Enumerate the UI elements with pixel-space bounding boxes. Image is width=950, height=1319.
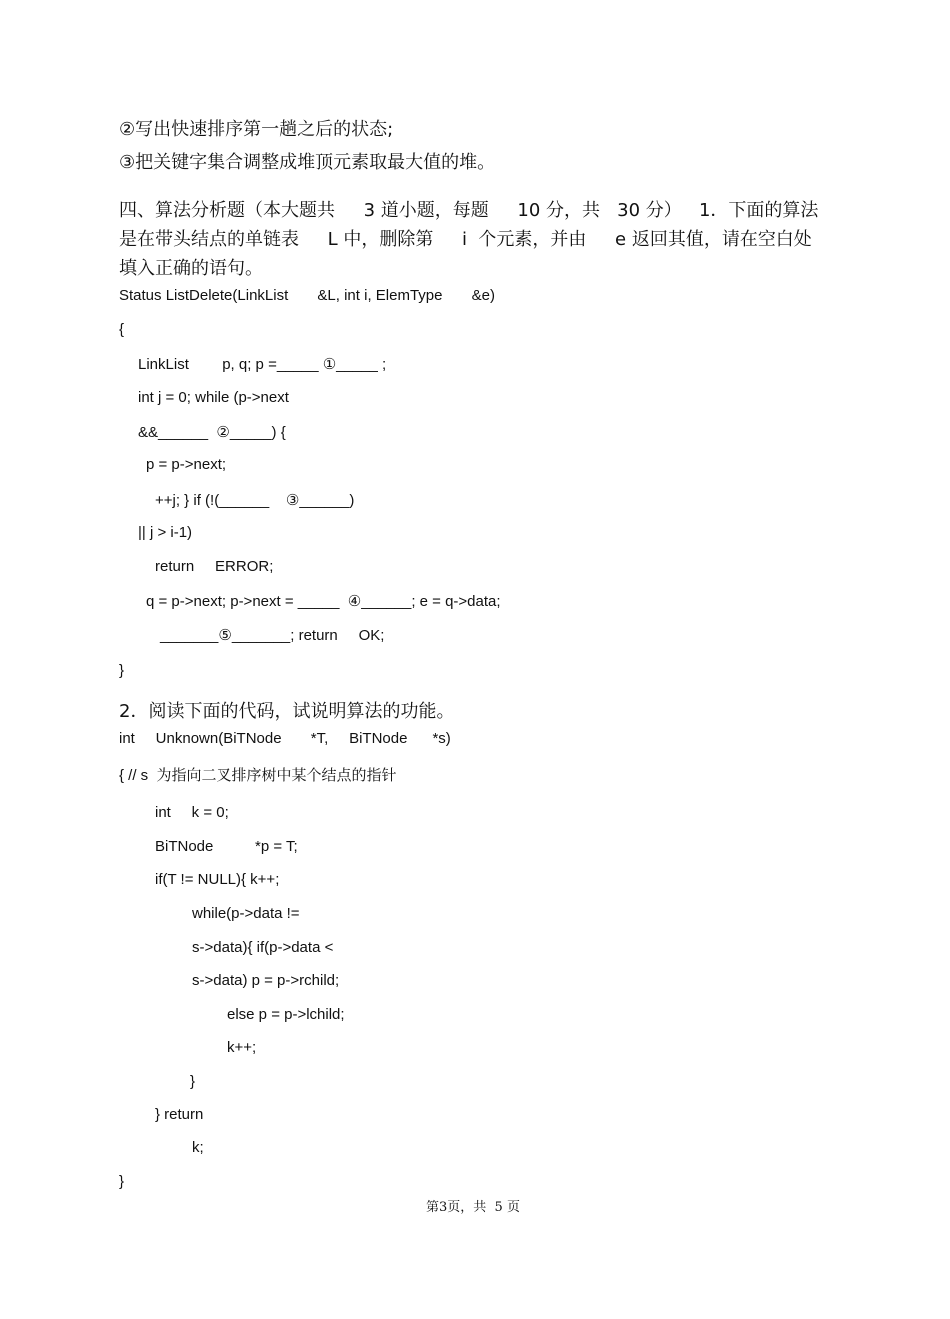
code1-close-brace: } <box>119 662 125 679</box>
section-heading-line-2: 是在带头结点的单链表 L 中，删除第 i 个元素，并由 e 返回其值，请在空白处 <box>119 229 812 250</box>
code2-line: s->data){ if(p->data < <box>192 939 334 956</box>
code1-line: _______⑤_______; return OK; <box>160 627 385 644</box>
code2-line: else p = p->lchild; <box>227 1006 345 1023</box>
code1-line: int j = 0; while (p->next <box>138 389 289 406</box>
code2-line: } return <box>155 1106 204 1123</box>
section-heading-line-3: 填入正确的语句。 <box>119 258 263 279</box>
code2-line: k; <box>192 1139 204 1156</box>
code1-line: &&______ ②_____) { <box>138 424 286 441</box>
code2-comment: { // s 为指向二叉排序树中某个结点的指针 <box>119 767 397 784</box>
code1-line: p = p->next; <box>146 456 227 473</box>
code1-line: q = p->next; p->next = _____ ④______; e = q->data; <box>146 593 501 610</box>
question-item-3: ③把关键字集合调整成堆顶元素取最大值的堆。 <box>119 152 496 173</box>
code1-line: LinkList p, q; p =_____ ①_____ ; <box>138 356 387 373</box>
code2-line: k++; <box>227 1039 257 1056</box>
code2-close-brace: } <box>119 1173 125 1190</box>
code2-line: } <box>190 1073 196 1090</box>
code1-line: return ERROR; <box>155 558 274 575</box>
question-2-title: 2．阅读下面的代码，试说明算法的功能。 <box>119 701 455 722</box>
section-heading-line-1: 四、算法分析题（本大题共 3 道小题，每题 10 分，共 30 分） 1．下面的算法 <box>119 200 819 221</box>
code1-open-brace: { <box>119 321 125 338</box>
code2-line: s->data) p = p->rchild; <box>192 972 340 989</box>
code1-signature: Status ListDelete(LinkList &L, int i, ElemType &e) <box>119 287 495 304</box>
page-number: 第3页，共 5 页 <box>426 1200 520 1215</box>
code1-line: ++j; } if (!(______ ③______) <box>155 492 355 509</box>
code1-line: || j > i-1) <box>138 524 193 541</box>
code2-signature: int Unknown(BiTNode *T, BiTNode *s) <box>119 730 451 747</box>
question-item-2: ②写出快速排序第一趟之后的状态; <box>119 119 394 140</box>
code2-line: while(p->data != <box>192 905 300 922</box>
code2-line: BiTNode *p = T; <box>155 838 298 855</box>
code2-line: int k = 0; <box>155 804 229 821</box>
code2-line: if(T != NULL){ k++; <box>155 871 280 888</box>
